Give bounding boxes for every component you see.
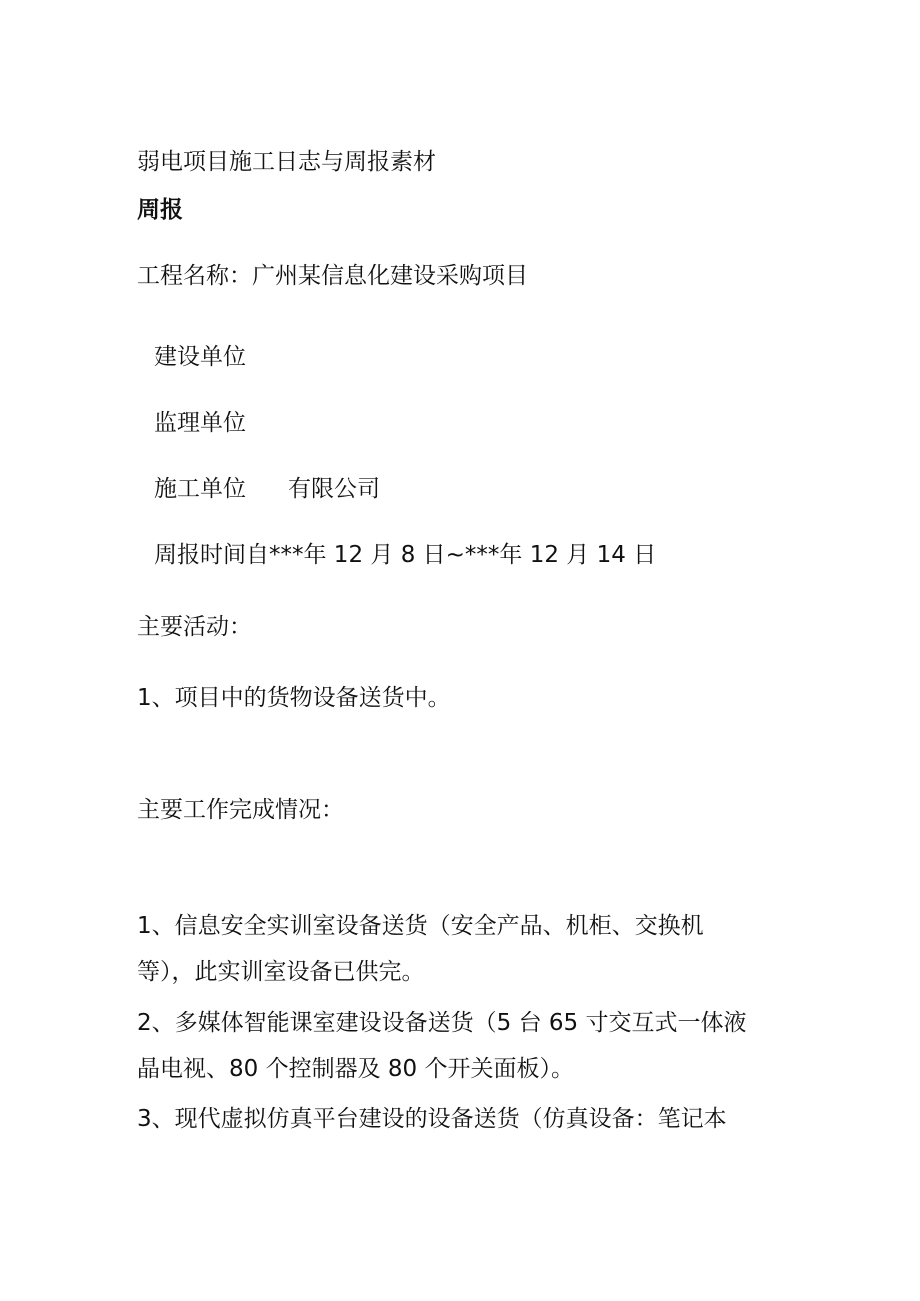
completion-item-3-line-1: 3、现代虚拟仿真平台建设的设备送货（仿真设备：笔记本 bbox=[137, 1106, 727, 1132]
supervisor-label: 监理单位 bbox=[154, 410, 246, 436]
contractor-value: 有限公司 bbox=[288, 476, 380, 502]
project-name: 工程名称：广州某信息化建设采购项目 bbox=[137, 263, 528, 289]
completion-heading: 主要工作完成情况： bbox=[137, 797, 344, 823]
contractor-row bbox=[154, 474, 380, 504]
owner-label: 建设单位 bbox=[154, 344, 246, 370]
report-heading: 周报 bbox=[137, 197, 183, 223]
document-title: 弱电项目施工日志与周报素材 bbox=[137, 149, 436, 175]
activity-item: 1、项目中的货物设备送货中。 bbox=[137, 685, 451, 711]
activities-heading: 主要活动： bbox=[137, 614, 252, 640]
contractor-label: 施工单位 bbox=[154, 476, 246, 502]
completion-item-2-line-1: 2、多媒体智能课室建设设备送货（5 台 65 寸交互式一体液 bbox=[137, 1010, 747, 1036]
completion-item-2-line-2: 晶电视、80 个控制器及 80 个开关面板）。 bbox=[137, 1056, 574, 1082]
completion-item-1-line-2: 等），此实训室设备已供完。 bbox=[137, 959, 425, 985]
report-period: 周报时间自***年 12 月 8 日~***年 12 月 14 日 bbox=[154, 542, 657, 568]
completion-item-1-line-1: 1、信息安全实训室设备送货（安全产品、机柜、交换机 bbox=[137, 913, 704, 939]
